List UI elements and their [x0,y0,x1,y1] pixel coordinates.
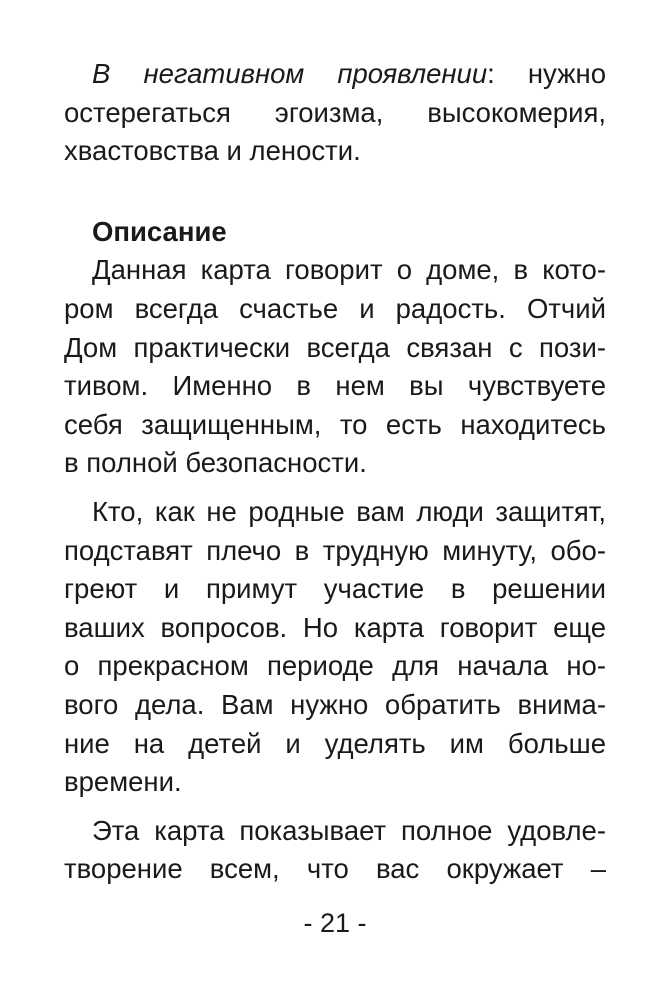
intro-line-1-rest: : нужно [487,58,606,89]
paragraph-line: подставят плечо в трудную минуту, обо- [64,534,606,566]
paragraph-line: времени. [64,766,182,798]
page-text-body [64,55,606,889]
paragraph-line: о прекрасном периоде для начала но- [64,650,606,682]
paragraph-line: творение всем, что вас окружает – [64,853,606,885]
paragraph-line: вого дела. Вам нужно обратить внима- [64,688,606,720]
intro-line-3: хвастовства и лености. [64,135,361,167]
paragraph-line: Дом практически всегда связан с пози- [64,331,606,363]
page-number: - 21 - [303,908,367,938]
paragraph-line: Эта карта показывает полное удовле- [92,814,606,846]
paragraph-line: в полной безопасности. [64,447,367,479]
paragraph-1 [64,251,606,483]
paragraph-line: греют и примут участие в решении [64,573,606,605]
paragraph-line: себя защищенным, то есть находитесь [64,408,606,440]
intro-line-2: остерегаться эгоизма, высокомерия, [64,96,606,128]
paragraph-line: ние на детей и уделять им больше [64,727,606,759]
paragraph-line: Кто, как не родные вам люди защитят, [92,495,606,527]
section-heading: Описание [92,215,227,247]
paragraph-line: ром всегда счастье и радость. Отчий [64,292,606,324]
paragraph-2 [64,493,606,802]
intro-line-1 [64,55,606,94]
intro-italic-phrase: В негативном проявлении [92,58,488,89]
paragraph-line: тивом. Именно в нем вы чувствуете [64,370,606,402]
paragraph-line: Данная карта говорит о доме, в кото- [92,254,606,286]
paragraph-line: ваших вопросов. Но карта говорит еще [64,611,606,643]
paragraph-3 [64,812,606,889]
